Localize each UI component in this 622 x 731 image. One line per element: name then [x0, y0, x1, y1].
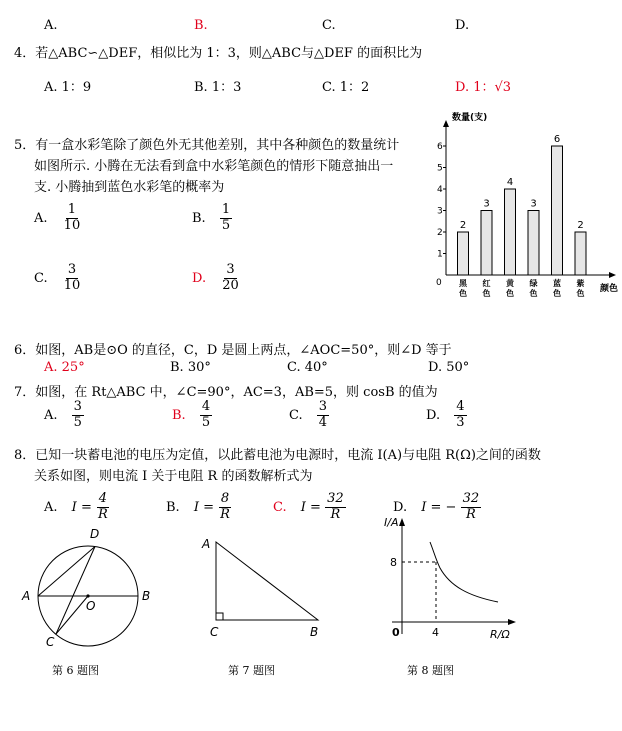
q4-option-a: A. 1：9 [44, 80, 92, 95]
q4-stem: 4．若△ABC∽△DEF，相似比为 1：3，则△ABC与△DEF 的面积比为 [14, 46, 423, 61]
chart-x-tick-label: 绿 [529, 279, 538, 288]
chart-x-tick-label: 色 [576, 289, 585, 298]
q7-option-b: B. $\frac{4}{5}$ [172, 399, 211, 430]
q8-option-a: A. I = $\frac{4}{R}$ [44, 491, 108, 522]
chart-data-label: 6 [553, 134, 561, 145]
fig6-label-a: A [22, 589, 31, 603]
chart-bar [458, 232, 469, 275]
q4-option-d: D. 1：√3 [455, 80, 512, 95]
fig7-right-angle-mark [216, 613, 223, 620]
q8-option-c: C. I = $\frac{32}{R}$ [273, 491, 344, 522]
fig8-xlabel: R/Ω [490, 628, 510, 641]
q8-stem-line-2: 关系如图，则电流 I 关于电阻 R 的函数解析式为 [34, 469, 313, 484]
chart-bar [505, 189, 516, 275]
fig7-label-b: B [310, 625, 319, 639]
fig7-triangle-diagram [196, 532, 336, 646]
q8-option-d: D. I = − $\frac{32}{R}$ [393, 491, 480, 522]
fig6-label-d: D [90, 527, 100, 541]
chart-data-label: 2 [459, 220, 467, 231]
q8-stem-line-1: 8．已知一块蓄电池的电压为定值，以此蓄电池为电源时，电流 I(A)与电阻 R(Ω)之间的函数 [14, 448, 541, 463]
fig8-hyperbola-curve [430, 542, 498, 602]
chart-x-tick-label: 色 [506, 289, 514, 298]
fig7-label-a: A [202, 537, 211, 551]
fig6-center-dot [86, 594, 89, 597]
fig8-x-mark: 4 [432, 626, 439, 639]
fig6-label-o: O [86, 599, 96, 613]
q7-stem: 7．如图，在 Rt△ABC 中，∠C=90°，AC=3，AB=5，则 cosB 的值为 [14, 385, 438, 400]
fig8-caption: 第 8 题图 [407, 664, 454, 677]
chart-data-label: 3 [530, 198, 537, 210]
q7-option-d: D. $\frac{4}{3}$ [426, 399, 465, 430]
q5-option-b: B. $\frac{1}{5}$ [192, 202, 231, 233]
chart-bar [552, 146, 563, 275]
chart-x-tick-label: 黄 [506, 279, 514, 288]
fig8-function-graph [378, 512, 522, 644]
fig6-label-c: C [46, 635, 55, 649]
q8-option-b: B. I = $\frac{8}{R}$ [166, 491, 230, 522]
fig8-ylabel: I/A [384, 516, 399, 529]
q4-option-b: B. 1：3 [194, 80, 242, 95]
q5-stem-line-2: 如图所示. 小腾在无法看到盒中水彩笔颜色的情形下随意抽出一 [34, 159, 394, 174]
chart-data-label: 4 [506, 177, 514, 188]
chart-bar [481, 211, 492, 276]
q5-stem-line-1: 5．有一盒水彩笔除了颜色外无其他差别，其中各种颜色的数量统计 [14, 138, 400, 153]
q6-option-a: A. 25° [44, 360, 85, 375]
chart-y-tick-label: 3 [437, 206, 443, 217]
q5-stem-line-3: 支. 小腾抽到蓝色水彩笔的概率为 [34, 180, 225, 195]
color-count-bar-chart [424, 108, 622, 304]
q5-option-c: C. $\frac{3}{10}$ [34, 262, 81, 293]
chart-x-tick-label: 色 [553, 289, 561, 298]
q6-option-d: D. 50° [428, 360, 470, 375]
fig8-x-arrow [508, 619, 516, 625]
chart-data-label: 3 [483, 198, 490, 210]
fig7-triangle [216, 542, 318, 620]
fig6-chord-ad [38, 547, 95, 597]
chart-y-tick-label: 2 [437, 228, 443, 238]
fig8-origin: 0 [392, 626, 400, 639]
fig7-caption: 第 7 题图 [228, 664, 275, 677]
q4-option-c: C. 1：2 [322, 80, 370, 95]
chart-data-label: 2 [577, 220, 584, 231]
q3-option-b: B. [194, 18, 208, 33]
chart-bar [528, 211, 539, 276]
fig6-chord-cd [56, 547, 95, 635]
chart-ylabel: 数量(支) [452, 113, 488, 123]
q7-option-a: A. $\frac{3}{5}$ [44, 399, 82, 430]
chart-x-tick-label: 色 [482, 289, 491, 298]
chart-y-tick-label: 0 [436, 278, 442, 288]
chart-x-tick-label: 黑 [459, 279, 467, 288]
q7-option-c: C. $\frac{3}{4}$ [289, 399, 328, 430]
fig8-y-arrow [399, 518, 405, 526]
fig6-radius-oc [56, 596, 88, 634]
chart-x-tick-label: 紫 [576, 279, 585, 288]
q6-option-b: B. 30° [170, 360, 211, 375]
fig7-label-c: C [210, 625, 219, 639]
q6-option-c: C. 40° [287, 360, 328, 375]
chart-y-tick-label: 5 [437, 163, 443, 174]
chart-y-tick-label: 1 [437, 249, 443, 260]
chart-x-arrow [609, 272, 616, 278]
chart-y-arrow [443, 120, 449, 127]
chart-xlabel: 颜色 [600, 284, 619, 294]
chart-x-tick-label: 蓝 [553, 279, 561, 288]
q5-option-d: D. $\frac{3}{20}$ [192, 262, 239, 293]
q6-stem: 6．如图，AB是⊙O 的直径，C，D 是圆上两点，∠AOC=50°，则∠D 等于 [14, 343, 452, 358]
q3-option-a: A. [44, 18, 58, 33]
fig6-caption: 第 6 题图 [52, 664, 99, 677]
chart-x-tick-label: 色 [459, 289, 467, 298]
q5-option-a: A. $\frac{1}{10}$ [34, 202, 81, 233]
fig6-circle-diagram [18, 522, 158, 652]
chart-x-tick-label: 色 [529, 289, 538, 298]
q3-option-c: C. [322, 18, 336, 33]
chart-bar [575, 232, 586, 275]
q3-option-d: D. [455, 18, 470, 33]
chart-y-tick-label: 4 [437, 185, 443, 195]
fig8-y-mark: 8 [390, 556, 397, 569]
chart-y-tick-label: 6 [437, 142, 443, 152]
chart-x-tick-label: 红 [482, 279, 491, 288]
fig6-label-b: B [142, 589, 151, 603]
